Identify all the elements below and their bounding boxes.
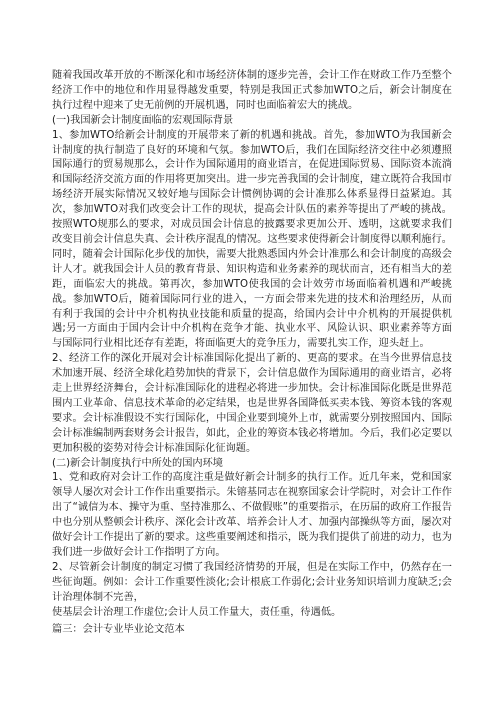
- paragraph-government: 1、党和政府对会计工作的高度注重是做好新会计制多的执行工作。近几年来，党和国家领导人屡次对会计工作作出重要指示。朱镕基同志在视察国家会计学院时，对会计工作作出了“诚信为本、操守为重、坚持准那么、不做假账”的重要指示，在历届的政府工作报告中也分别从整顿会计秩序、深化会计改革、培养会计人才、加强内部操纵等方面，屡次对做好会计工作提出了新的要求。这些重要阐述和指示，既为我们提供了前进的动力，也为我们进一步做好会计工作指明了方向。: [52, 472, 452, 558]
- paragraph-standards: 2、经济工作的深化开展对会计标准国际化提出了新的、更高的要求。在当今世界信息技术加速开展、经济全球化趋势加快的背景下，会计信息做作为国际通用的商业语言，必将走上世界经济舞台，会计标准国际化的进程必将进一步加快。会计标准国际化既是世界范围内工业革命、信息技术革命的必定结果，也是世界各国降低买卖本钱、筹资本钱的客观要求。会计标准假设不实行国际化，中国企业要到境外上市，就需要分别按照国内、国际会计标准编制两套财务会计报告，如此，企业的筹资本钱必将增加。今后，我们必定要以更加积极的姿势对待会计标准国际化征询题。: [52, 353, 452, 454]
- section-heading-international: (一)我国新会计制度面临的宏观国际背景: [52, 114, 234, 126]
- paragraph-intro: 随着我国改革开放的不断深化和市场经济体制的逐步完善，会计工作在财政工作乃至整个经济工作中的地位和作用显得越发重要，特别是我国正式参加WTO之后，新会计制度在执行过程中迎来了史无前例的开展机遇，同时也面临着宏大的挑战。: [52, 70, 452, 111]
- next-section-title: 篇三：会计专业毕业论文范本: [52, 623, 185, 635]
- paragraph-problems: 2、尽管新会计制度的制定习惯了我国经济情势的开展，但是在实际工作中，仍然存在一些征询题。例如：会计工作重要性淡化;会计根底工作弱化;会计业务知识培训力度缺乏;会计治理体制不完善，: [52, 561, 452, 603]
- paragraph-wto: 1、参加WTO给新会计制度的开展带来了新的机遇和挑战。首先，参加WTO为我国新会计制度的执行制造了良好的环境和气氛。参加WTO后，我们在国际经济交往中必须遵照国际通行的贸易规那么，会计作为国际通用的商业语言，在促进国际贸易、国际资本流淌和国际经济交流方面的作用将更加突出。进一步完善我国的会计制度，建立既符合我国市场经济开展实际情况又较好地与国际会计惯例协调的会计准那么体系显得日益紧迫。其次，参加WTO对我们改变会计工作的现状，提高会计队伍的素养等提出了严峻的挑战。按照WTO规那么的要求，对成员国会计信息的披露要求更加公开、透明，这就要求我们改变目前会计信息失真、会计秩序混乱的情况。这些要求使得新会计制度得以顺利施行。同时，随着会计国际化步伐的加快，需要大批熟悉国内外会计准那么和会计制度的高级会计人才。就我国会计人员的教育背景、知识构造和业务素养的现状而言，还有相当大的差距，面临宏大的挑战。第再次，参加WTO使我国的会计效劳市场面临着机遇和严峻挑战。参加WTO后，随着国际同行业的进入，一方面会带来先进的技术和治理经历，从而有利于我国的会计中介机构执业技能和质量的提高，给国内会计中介机构的开展提供机遇;另一方面由于国内会计中介机构在竞争才能、执业水平、风险认识、职业素养等方面与国际同行业相比还存有差距，将面临更大的竞争压力，需要扎实工作，迎头赶上。: [52, 129, 452, 350]
- section-heading-domestic: (二)新会计制度执行中所处的国内环境: [52, 457, 223, 469]
- document-page: [52, 69, 452, 637]
- paragraph-problems-continued: 使基层会计治理工作虚位;会计人员工作量大，责任重，待遇低。: [52, 606, 342, 618]
